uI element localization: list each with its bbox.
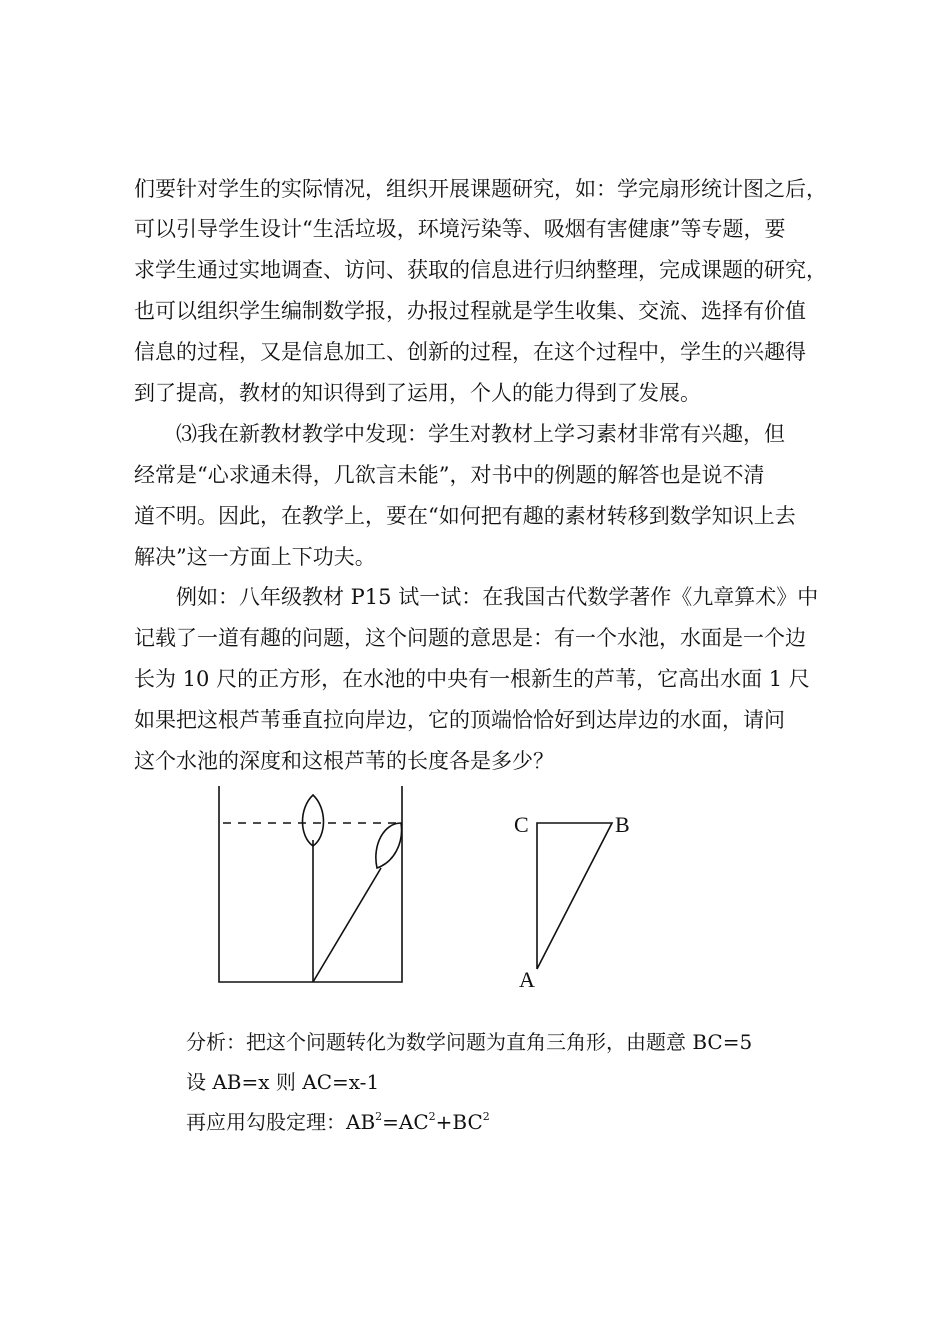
reed-bent — [313, 868, 381, 982]
paragraph-line: 信息的过程，又是信息加工、创新的过程，在这个过程中，学生的兴趣得 — [134, 340, 806, 364]
analysis-line: 设 AB=x 则 AC=x-1 — [186, 1070, 380, 1094]
paragraph-line: 例如：八年级教材 P15 试一试：在我国古代数学著作《九章算术》中 — [176, 585, 819, 609]
paragraph-line: 记载了一道有趣的问题，这个问题的意思是：有一个水池，水面是一个边 — [134, 626, 806, 650]
formula-part: +BC — [435, 1110, 483, 1134]
label-c: C — [514, 812, 529, 837]
paragraph-line: 长为 10 尺的正方形，在水池的中央有一根新生的芦苇，它高出水面 1 尺 — [134, 667, 810, 691]
triangle-diagram — [537, 823, 612, 969]
reed-leaf-bent — [376, 823, 402, 868]
paragraph-line: 道不明。因此，在教学上，要在“如何把有趣的素材转移到数学知识上去 — [134, 504, 796, 528]
paragraph-line: 可以引导学生设计“生活垃圾，环境污染等、吸烟有害健康”等专题，要 — [134, 217, 786, 241]
pythagorean-line — [186, 1107, 490, 1137]
paragraph-line: 经常是“心求通未得，几欲言未能”，对书中的例题的解答也是说不清 — [134, 463, 765, 487]
superscript: 2 — [375, 1110, 383, 1123]
analysis-line: 分析：把这个问题转化为数学问题为直角三角形，由题意 BC=5 — [186, 1030, 753, 1054]
paragraph-line: 这个水池的深度和这根芦苇的长度各是多少？ — [134, 749, 554, 773]
paragraph-line: 们要针对学生的实际情况，组织开展课题研究，如：学完扇形统计图之后， — [134, 177, 827, 201]
pond-diagram — [219, 786, 402, 982]
paragraph-line: 解决”这一方面上下功夫。 — [134, 545, 376, 569]
paragraph-line: 也可以组织学生编制数学报，办报过程就是学生收集、交流、选择有价值 — [134, 299, 806, 323]
superscript: 2 — [482, 1110, 490, 1123]
paragraph-line: 到了提高，教材的知识得到了运用，个人的能力得到了发展。 — [134, 381, 701, 405]
right-triangle — [537, 823, 612, 969]
formula-prefix: 再应用勾股定理：AB — [186, 1110, 376, 1134]
superscript: 2 — [428, 1110, 436, 1123]
reed-leaf-upright — [303, 795, 324, 846]
label-a: A — [519, 967, 535, 992]
formula-part: =AC — [382, 1110, 429, 1134]
pond-outline — [219, 786, 402, 982]
paragraph-line: ⑶我在新教材教学中发现：学生对教材上学习素材非常有兴趣，但 — [176, 422, 785, 446]
label-b: B — [615, 812, 630, 837]
paragraph-line: 求学生通过实地调查、访问、获取的信息进行归纳整理，完成课题的研究， — [134, 258, 827, 282]
paragraph-line: 如果把这根芦苇垂直拉向岸边，它的顶端恰恰好到达岸边的水面，请问 — [134, 708, 785, 732]
